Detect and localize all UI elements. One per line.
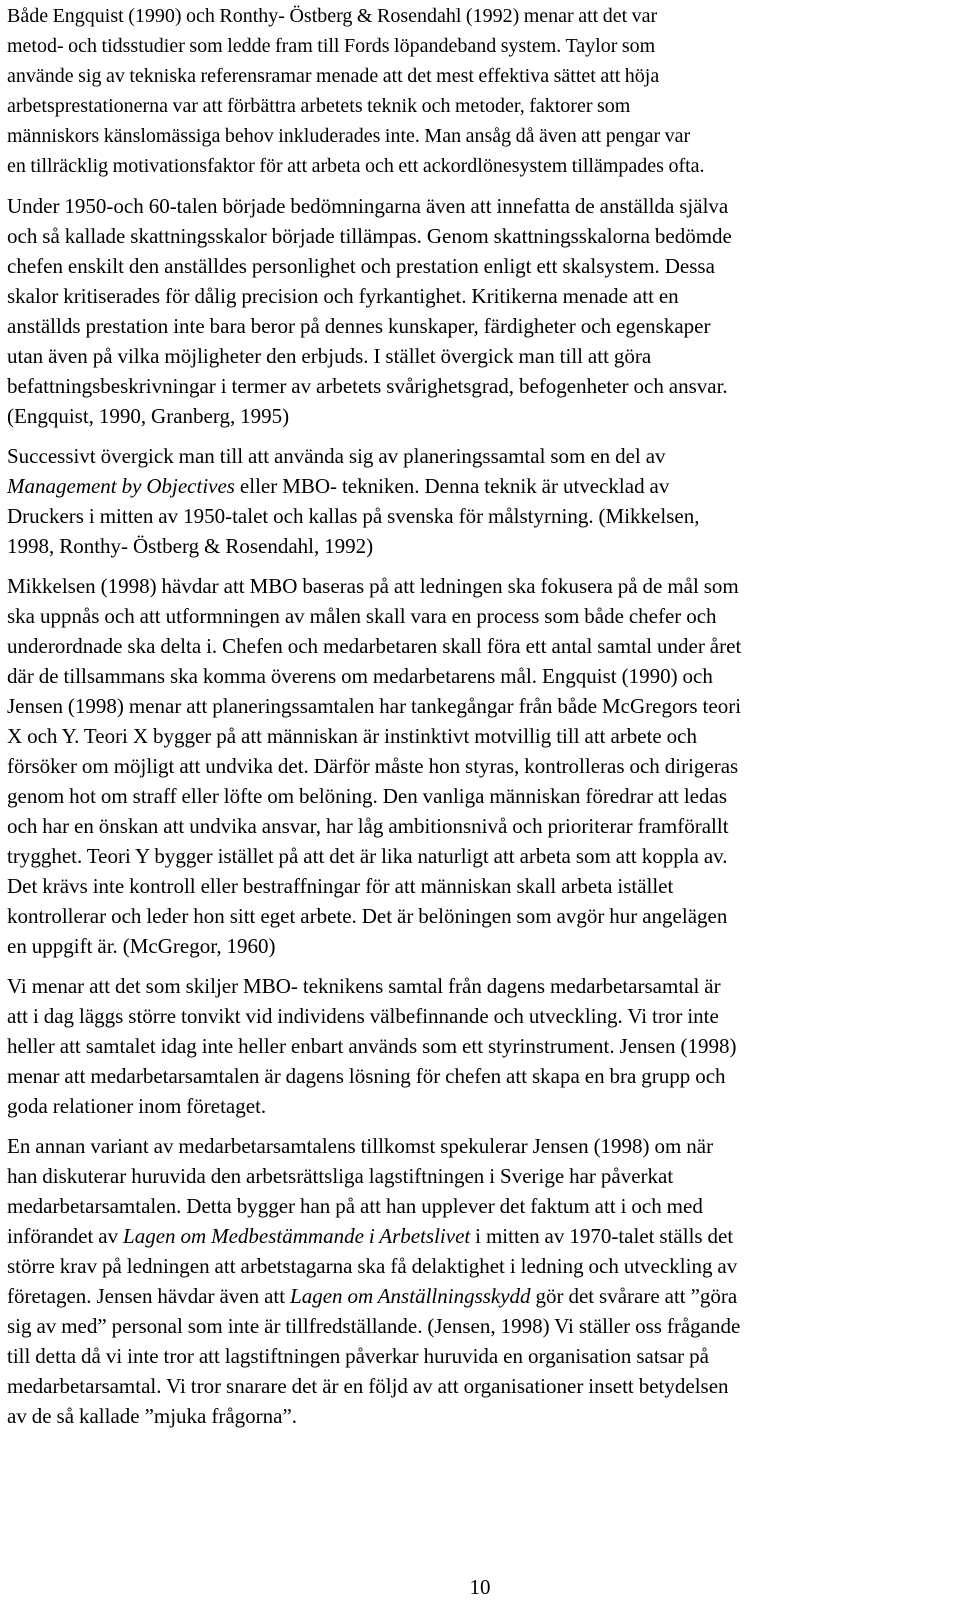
text-line: skalor kritiserades för dålig precision och fyrkantighet. Kritikerna menade att en	[7, 284, 679, 308]
text-line: sig av med” personal som inte är tillfredställande. (Jensen, 1998) Vi ställer oss frågande	[7, 1314, 741, 1338]
text-line: försöker om möjligt att undvika det. Därför måste hon styras, kontrolleras och dirigeras	[7, 754, 739, 778]
text-line	[7, 471, 947, 501]
text-line: där de tillsammans ska komma överens om medarbetarens mål. Engquist (1990) och	[7, 664, 713, 688]
text-line: arbetsprestationerna var att förbättra arbetets teknik och metoder, faktorer som	[7, 95, 631, 117]
text-line	[7, 1221, 947, 1251]
text-line: chefen enskilt den anställdes personlighet och prestation enligt ett skalsystem. Dessa	[7, 254, 715, 278]
text-run: gör det svårare att ”göra	[530, 1284, 738, 1308]
paragraph	[7, 441, 947, 561]
text-line: En annan variant av medarbetarsamtalens tillkomst spekulerar Jensen (1998) om när	[7, 1134, 714, 1158]
text-line: anställds prestation inte bara beror på dennes kunskaper, färdigheter och egenskaper	[7, 314, 711, 338]
text-line: Successivt övergick man till att använda sig av planeringssamtal som en del av	[7, 444, 666, 468]
text-line: använde sig av tekniska referensramar menade att det mest effektiva sättet att höja	[7, 65, 660, 87]
text-run: i mitten av 1970-talet ställs det	[470, 1224, 734, 1248]
text-line: 1998, Ronthy- Östberg & Rosendahl, 1992)	[7, 534, 374, 558]
document-body	[7, 1, 947, 1441]
italic-title: Management by Objectives	[7, 474, 235, 498]
text-line: Det krävs inte kontroll eller bestraffningar för att människan skall arbeta istället	[7, 874, 674, 898]
text-line: genom hot om straff eller löfte om belöning. Den vanliga människan föredrar att ledas	[7, 784, 727, 808]
text-line: ska uppnås och att utformningen av målen skall vara en process som både chefer och	[7, 604, 717, 628]
text-line: och har en önskan att undvika ansvar, har låg ambitionsnivå och prioriterar framförallt	[7, 814, 729, 838]
paragraph	[7, 1, 947, 181]
italic-title: Lagen om Anställningsskydd	[290, 1284, 531, 1308]
text-line: underordnade ska delta i. Chefen och medarbetaren skall föra ett antal samtal under året	[7, 634, 742, 658]
text-line: Under 1950-och 60-talen började bedömningarna även att innefatta de anställda själva	[7, 194, 729, 218]
text-line: medarbetarsamtalen. Detta bygger han på att han upplever det faktum att i och med	[7, 1194, 703, 1218]
text-line: Jensen (1998) menar att planeringssamtalen har tankegångar från både McGregors teori	[7, 694, 742, 718]
paragraph	[7, 971, 947, 1121]
text-line: han diskuterar huruvida den arbetsrättsliga lagstiftningen i Sverige har påverkat	[7, 1164, 674, 1188]
text-line: heller att samtalet idag inte heller enbart används som ett styrinstrument. Jensen (1998)	[7, 1034, 737, 1058]
text-line: en tillräcklig motivationsfaktor för att arbeta och ett ackordlönesystem tillämpades ofta.	[7, 155, 705, 177]
text-line: Druckers i mitten av 1950-talet och kallas på svenska för målstyrning. (Mikkelsen,	[7, 504, 700, 528]
paragraph	[7, 191, 947, 431]
text-line: X och Y. Teori X bygger på att människan är instinktivt motvillig till att arbete och	[7, 724, 698, 748]
text-line: större krav på ledningen att arbetstagarna ska få delaktighet i ledning och utveckling av	[7, 1254, 738, 1278]
paragraph	[7, 571, 947, 961]
text-line: och så kallade skattningsskalor började tillämpas. Genom skattningsskalorna bedömde	[7, 224, 732, 248]
text-line: Mikkelsen (1998) hävdar att MBO baseras på att ledningen ska fokusera på de mål som	[7, 574, 739, 598]
text-line: goda relationer inom företaget.	[7, 1094, 267, 1118]
page-number: 10	[469, 1575, 491, 1599]
paragraph	[7, 1131, 947, 1431]
text-line	[7, 1281, 947, 1311]
italic-title: Lagen om Medbestämmande i Arbetslivet	[123, 1224, 471, 1248]
text-line: en uppgift är. (McGregor, 1960)	[7, 934, 276, 958]
text-line: befattningsbeskrivningar i termer av arbetets svårighetsgrad, befogenheter och ansvar.	[7, 374, 728, 398]
text-run: eller MBO- tekniken. Denna teknik är utvecklad av	[234, 474, 670, 498]
text-line: metod- och tidsstudier som ledde fram till Fords löpandeband system. Taylor som	[7, 35, 656, 57]
text-line: av de så kallade ”mjuka frågorna”.	[7, 1404, 298, 1428]
text-line: (Engquist, 1990, Granberg, 1995)	[7, 404, 290, 428]
text-line: kontrollerar och leder hon sitt eget arbete. Det är belöningen som avgör hur angelägen	[7, 904, 728, 928]
text-line: Både Engquist (1990) och Ronthy- Östberg & Rosendahl (1992) menar att det var	[7, 5, 658, 27]
text-line: utan även på vilka möjligheter den erbjuds. I stället övergick man till att göra	[7, 344, 652, 368]
text-line: Vi menar att det som skiljer MBO- teknikens samtal från dagens medarbetarsamtal är	[7, 974, 721, 998]
text-line: medarbetarsamtal. Vi tror snarare det är en följd av att organisationer insett betydelsen	[7, 1374, 729, 1398]
text-line: att i dag läggs större tonvikt vid individens välbefinnande och utveckling. Vi tror inte	[7, 1004, 719, 1028]
text-line: menar att medarbetarsamtalen är dagens lösning för chefen att skapa en bra grupp och	[7, 1064, 726, 1088]
text-run: införandet av	[7, 1224, 124, 1248]
text-line: människors känslomässiga behov inkluderades inte. Man ansåg då även att pengar var	[7, 125, 691, 147]
text-line: till detta då vi inte tror att lagstiftningen påverkar huruvida en organisation satsar på	[7, 1344, 709, 1368]
text-run: företagen. Jensen hävdar även att	[7, 1284, 291, 1308]
text-line: trygghet. Teori Y bygger istället på att det är lika naturligt att arbeta som att koppla av.	[7, 844, 728, 868]
